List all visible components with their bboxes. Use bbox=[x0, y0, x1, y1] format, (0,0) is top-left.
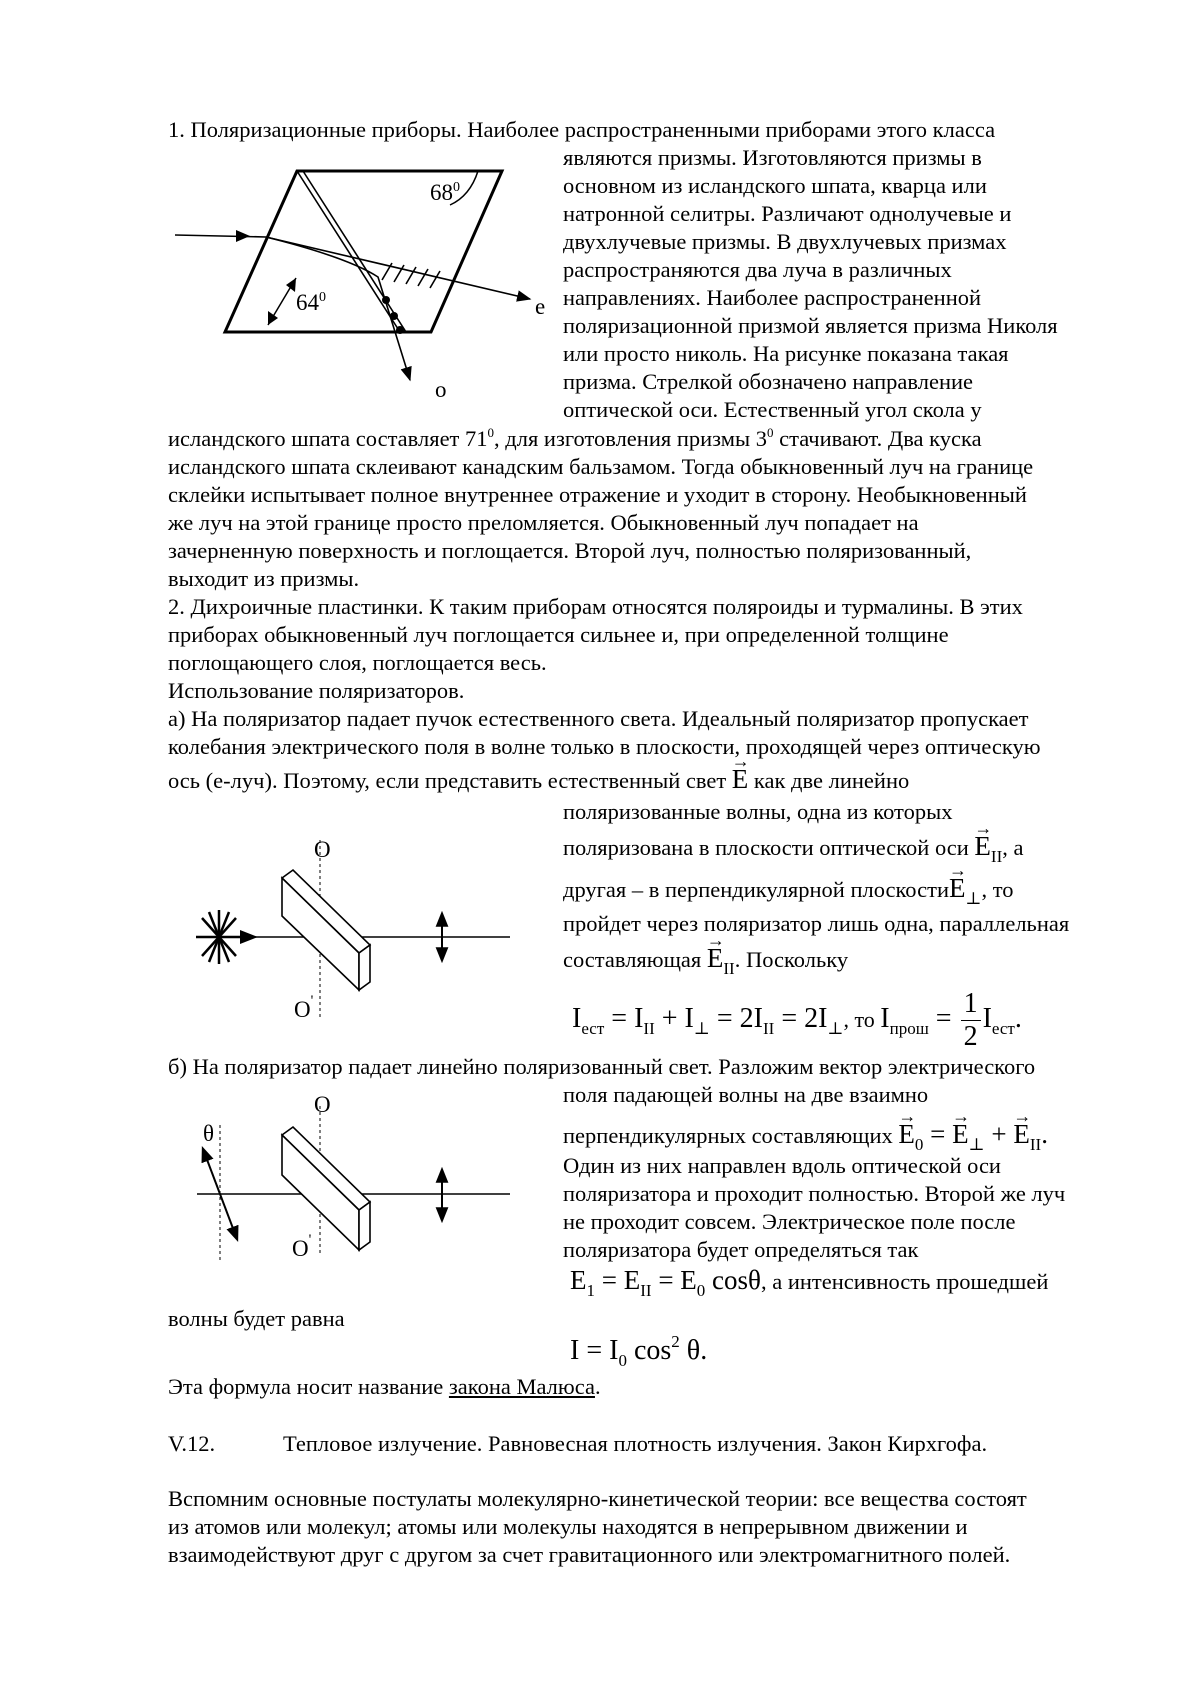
usage-b-last: волны будет равна bbox=[168, 1306, 345, 1331]
closing-line: взаимодействуют друг с другом за счет гравитационного или электромагнитного полей. bbox=[168, 1542, 1011, 1567]
section1-wrap-line: поляризационной призмой является призма Николя bbox=[563, 313, 1058, 338]
section1-wrap-line: двухлучевые призмы. В двухлучевых призмах bbox=[563, 229, 1007, 254]
usage-a-line: ось (е-луч). Поэтому, если представить естественный свет → E как две линейно bbox=[168, 765, 909, 795]
section1-line: исландского шпата склеивают канадским бальзамом. Тогда обыкновенный луч на границе bbox=[168, 454, 1034, 479]
section1-wrap-line: натронной селитры. Различают однолучевые и bbox=[563, 201, 1012, 226]
label-O: O bbox=[314, 1092, 331, 1117]
label-O: O bbox=[314, 837, 331, 862]
section1-wrap-line: оптической оси. Естественный угол скола у bbox=[563, 397, 982, 422]
natural-light-star-icon bbox=[196, 910, 242, 964]
label-e: e bbox=[535, 294, 546, 319]
label-O-prime: O' bbox=[294, 993, 314, 1022]
usage-a-wrap: составляющая → $E_{II}$. Поскольку bbox=[563, 944, 848, 983]
ordinary-ray bbox=[266, 237, 410, 380]
section-title: Тепловое излучение. Равновесная плотность излучения. Закон Кирхгофа. bbox=[283, 1431, 988, 1456]
closing-line: из атомов или молекул; атомы или молекулы находятся в непрерывном движении и bbox=[168, 1514, 968, 1539]
usage-a-wrap: поляризованные волны, одна из которых bbox=[563, 799, 953, 824]
nicol-prism-figure bbox=[160, 160, 560, 400]
usage-a-line: а) На поляризатор падает пучок естественного света. Идеальный поляризатор пропускает bbox=[168, 706, 1029, 731]
angle-arrow-head-icon bbox=[286, 278, 296, 292]
beam-arrow-icon bbox=[240, 930, 258, 944]
section1-line: выходит из призмы. bbox=[168, 566, 360, 591]
usage-b-wrap: поляризатора и проходит полностью. Второй же луч bbox=[563, 1181, 1066, 1206]
section1-wrap-line: направлениях. Наиболее распространенной bbox=[563, 285, 982, 310]
malus-formula: $I = I_0$ $\cos^2 \theta$. bbox=[570, 1332, 708, 1370]
section1-angle-line: исландского шпата составляет $71^0$, для изготовления призмы $3^0$ стачивают. Два куска bbox=[168, 425, 982, 451]
section1-wrap-line: или просто николь. На рисунке показана такая bbox=[563, 341, 1009, 366]
usage-b-wrap: поля падающей волны на две взаимно bbox=[563, 1082, 929, 1107]
ray-point bbox=[396, 326, 404, 334]
natural-light-figure bbox=[190, 820, 550, 1030]
usage-b-wrap: не проходит совсем. Электрическое поле после bbox=[563, 1209, 1016, 1234]
angle-arrow-head-icon bbox=[268, 311, 278, 325]
section2-line: 2. Дихроичные пластинки. К таким приборам относятся поляроиды и турмалины. В этих bbox=[168, 594, 1023, 619]
optic-axis-hatch bbox=[430, 271, 440, 288]
malus-note: Эта формула носит название закона Малюса. bbox=[168, 1374, 601, 1399]
polarizer-plate bbox=[359, 1202, 370, 1250]
label-O-prime: O' bbox=[292, 1232, 312, 1261]
section-number: V.12. bbox=[168, 1431, 216, 1456]
optic-axis-hatch bbox=[418, 269, 428, 286]
section1-line: склейки испытывает полное внутреннее отражение и уходит в сторону. Необыкновенный bbox=[168, 482, 1027, 507]
section1-first-line: 1. Поляризационные приборы. Наиболее распространенными приборами этого класса bbox=[168, 117, 996, 142]
usage-b-wrap: перпендикулярных составляющих → $E_0$ = → $E_\perp$ + → $E_{II}$. bbox=[563, 1120, 1048, 1159]
linear-light-figure bbox=[190, 1085, 530, 1270]
section1-wrap-line: призма. Стрелкой обозначено направление bbox=[563, 369, 974, 394]
field-after-polarizer-formula: $E_1 = E_{II} = E_0$ cosθ, а интенсивность прошедшей bbox=[570, 1265, 1049, 1300]
ray-point bbox=[390, 312, 398, 320]
ray-point bbox=[382, 296, 390, 304]
usage-heading: Использование поляризаторов. bbox=[168, 678, 465, 703]
usage-b-wrap: поляризатора будет определяться так bbox=[563, 1237, 919, 1262]
label-o: o bbox=[435, 377, 447, 402]
closing-line: Вспомним основные постулаты молекулярно-кинетической теории: все вещества состоят bbox=[168, 1486, 1027, 1511]
usage-a-line: колебания электрического поля в волне только в плоскости, проходящей через оптическую bbox=[168, 734, 1041, 759]
angle-top-label: $68^0$ bbox=[430, 180, 460, 205]
section1-line: зачерненную поверхность и поглощается. Второй луч, полностью поляризованный, bbox=[168, 538, 972, 563]
section2-line: приборах обыкновенный луч поглощается сильнее и, при определенной толщине bbox=[168, 622, 949, 647]
polarizer-plate bbox=[359, 945, 370, 990]
section1-wrap-line: являются призмы. Изготовляются призмы в bbox=[563, 145, 982, 170]
label-theta: θ bbox=[203, 1121, 215, 1146]
prism-outline bbox=[225, 171, 502, 332]
intensity-formula: $I_{ест} = I_{II} + I_\perp = 2I_{II} = 2I_\perp$, то $I_{прош}$ = $\frac{1}{2}$ $I_{ест}$. bbox=[572, 988, 1022, 1052]
section1-line: же луч на этой границе просто преломляется. Обыкновенный луч попадает на bbox=[168, 510, 919, 535]
usage-a-wrap: другая – в перпендикулярной плоскости→ $E_\perp$, то bbox=[563, 874, 1014, 913]
usage-a-wrap: пройдет через поляризатор лишь одна, параллельная bbox=[563, 911, 1070, 936]
section1-wrap-line: распространяются два луча в различных bbox=[563, 257, 952, 282]
incident-arrow-icon bbox=[236, 230, 250, 242]
incident-polarization-arrow bbox=[203, 1149, 220, 1194]
usage-b-line: б) На поляризатор падает линейно поляризованный свет. Разложим вектор электрического bbox=[168, 1054, 1036, 1079]
section1-wrap-line: основном из исландского шпата, кварца или bbox=[563, 173, 987, 198]
incident-ray bbox=[175, 235, 266, 237]
usage-a-wrap: поляризована в плоскости оптической оси → $E_{II}$, а bbox=[563, 832, 1024, 871]
incident-polarization-arrow bbox=[220, 1194, 237, 1239]
angle-bottom-label: $64^0$ bbox=[296, 290, 326, 315]
usage-b-wrap: Один из них направлен вдоль оптической оси bbox=[563, 1153, 1001, 1178]
section2-line: поглощающего слоя, поглощается весь. bbox=[168, 650, 547, 675]
